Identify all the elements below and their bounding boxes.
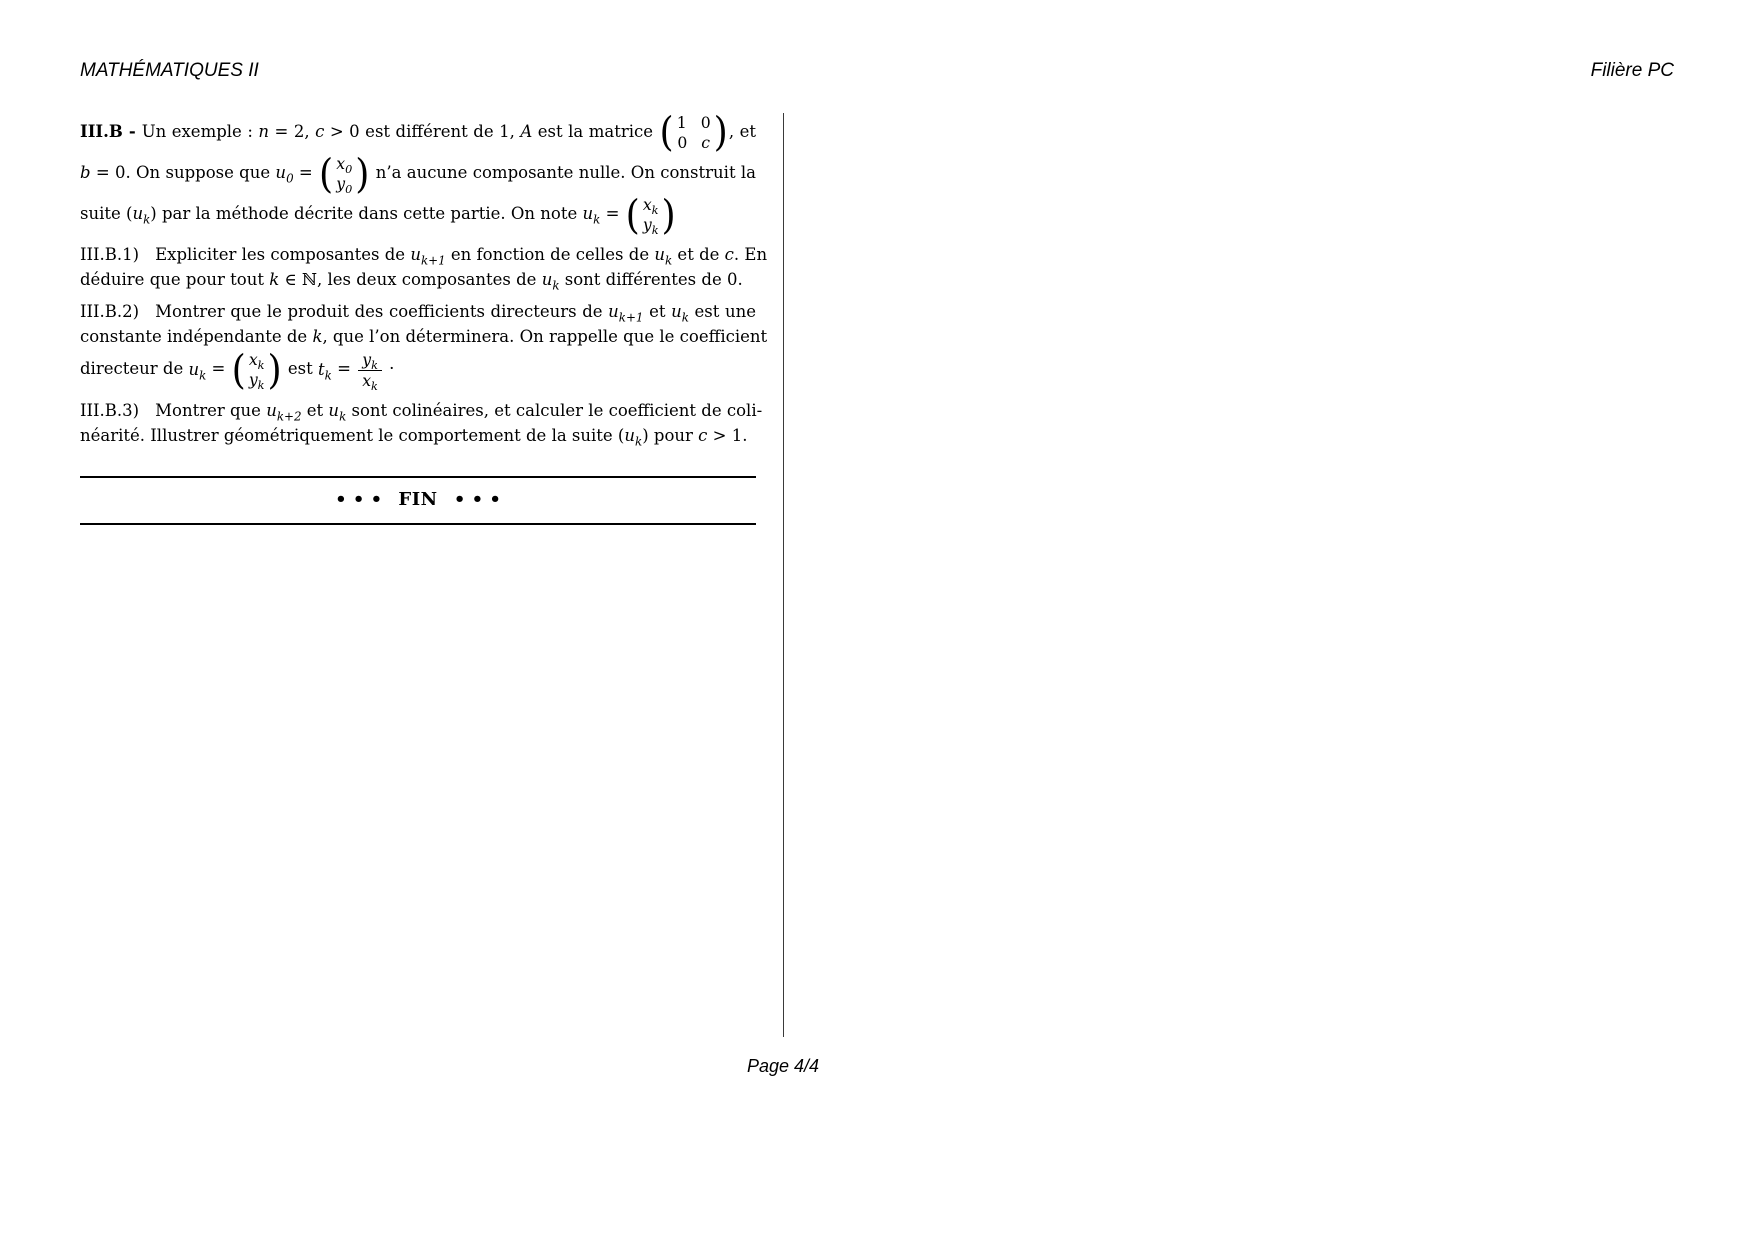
text-run: sont colinéaires, et calculer le coefficient de coli- — [346, 400, 763, 420]
text-run: Expliciter les composantes de — [155, 245, 411, 265]
subscript: k — [552, 278, 560, 293]
subscript: 0 — [345, 163, 353, 177]
left-paren: ( — [659, 107, 674, 156]
right-paren: ) — [355, 148, 370, 197]
math-variable-subscripted — [624, 425, 643, 448]
subscript: k+1 — [618, 310, 644, 325]
text-run: > 0 est différent de 1, — [324, 122, 521, 142]
text-run: ) pour — [642, 425, 699, 445]
subscript: k — [257, 359, 265, 373]
subscript: k+2 — [276, 408, 302, 423]
text-run: Montrer que — [155, 400, 267, 420]
text-run: = — [331, 359, 357, 379]
subscript: k+1 — [420, 253, 446, 268]
math-variable: b — [80, 163, 91, 183]
text-run: en fonction de celles de — [445, 245, 655, 265]
question-label: III.B.1) — [80, 245, 140, 265]
math-variable: y — [336, 173, 346, 193]
subscript: k — [371, 359, 378, 373]
text-run: Montrer que le produit des coefficients directeurs de — [155, 302, 609, 322]
text-run: Un exemple : — [141, 122, 259, 142]
math-variable: u — [275, 163, 287, 183]
math-variable: u — [624, 425, 636, 445]
math-variable-subscripted — [642, 195, 659, 218]
math-variable: u — [608, 302, 619, 322]
matrix-row — [677, 133, 710, 153]
text-run: ∈ ℕ, les deux composantes de — [279, 270, 542, 290]
subscript: k — [664, 253, 673, 268]
subscript: k — [635, 433, 643, 448]
subscript: k — [143, 212, 151, 227]
text-line — [80, 242, 768, 268]
math-variable: u — [541, 270, 553, 290]
text-run: et de — [672, 245, 725, 265]
paragraph-intro — [80, 107, 756, 239]
column-divider-line — [783, 113, 784, 1037]
math-variable: u — [328, 400, 340, 420]
math-variable-subscripted — [608, 302, 644, 325]
text-line — [80, 324, 768, 349]
math-variable: x — [248, 350, 258, 370]
math-variable: x — [362, 370, 372, 390]
text-run: , que l’on déterminera. On rappelle que le coefficient — [322, 327, 768, 347]
matrix-row — [248, 370, 265, 393]
math-variable: u — [132, 204, 144, 224]
text-run: et — [301, 400, 329, 420]
math-variable-subscripted — [336, 174, 352, 194]
matrix-body — [336, 154, 353, 196]
math-variable-subscripted — [362, 349, 378, 373]
math-variable-subscripted — [328, 400, 347, 423]
math-variable-subscripted — [248, 350, 265, 373]
fin-dots-left: • • • — [335, 488, 383, 510]
math-variable: c — [724, 245, 734, 265]
math-variable: k — [312, 327, 323, 347]
paragraph-q1 — [80, 242, 768, 293]
text-line — [80, 267, 756, 292]
subscript: k — [651, 224, 659, 238]
math-variable-subscripted — [362, 370, 378, 393]
math-variable: u — [266, 400, 277, 420]
text-line — [80, 345, 756, 394]
matrix-entry: 0 — [677, 132, 688, 152]
math-variable-subscripted — [188, 359, 207, 382]
text-run: . En — [733, 245, 768, 265]
math-variable-subscripted — [336, 154, 353, 177]
paragraph-q3 — [80, 398, 763, 448]
question-label: III.B.2) — [80, 302, 140, 322]
math-variable: c — [698, 425, 708, 445]
text-run: · — [383, 359, 395, 379]
matrix-row — [248, 350, 265, 373]
fin-text — [80, 478, 756, 523]
math-variable: t — [318, 359, 325, 379]
text-line — [80, 107, 756, 156]
text-run: suite ( — [80, 204, 133, 224]
fin-dots-right: • • • — [453, 488, 501, 510]
matrix-body — [248, 350, 265, 393]
text-run: directeur de — [80, 359, 189, 379]
math-variable: u — [582, 204, 594, 224]
math-variable-subscripted — [132, 204, 151, 227]
column-vector — [625, 189, 676, 239]
right-paren: ) — [661, 189, 676, 239]
math-variable: x — [642, 195, 652, 215]
matrix-entry: 1 — [676, 113, 687, 132]
math-variable: n — [258, 122, 270, 142]
paragraph-q2 — [80, 299, 768, 394]
matrix-row — [677, 113, 711, 133]
text-run: et — [643, 302, 672, 322]
text-run: = — [206, 359, 231, 379]
matrix-entry: 0 — [700, 113, 711, 132]
page-number: Page 4/4 — [746, 1056, 820, 1076]
header-track-label: Filière PC — [1590, 60, 1674, 81]
horizontal-rule-bottom — [80, 523, 756, 525]
subscript: k — [681, 310, 689, 325]
text-run: est la matrice — [532, 122, 659, 142]
text-line — [80, 148, 756, 197]
text-run: n’a aucune composante nulle. On construit la — [370, 163, 756, 183]
fin-label: FIN — [398, 488, 438, 510]
math-variable: k — [269, 270, 280, 290]
matrix-row — [642, 195, 659, 218]
text-run: , et — [728, 122, 756, 142]
matrix-row — [642, 214, 659, 238]
math-variable: u — [410, 245, 421, 265]
text-run: = — [600, 204, 625, 224]
math-variable-subscripted — [671, 302, 689, 325]
math-variable-subscripted — [275, 163, 294, 186]
text-run: > 1. — [707, 425, 748, 445]
right-paren: ) — [713, 107, 728, 156]
math-variable-subscripted — [541, 270, 560, 293]
subscript: k — [371, 379, 378, 393]
math-variable-subscripted — [642, 214, 659, 238]
text-line — [80, 189, 756, 239]
text-run: déduire que pour tout — [80, 270, 270, 290]
math-variable-subscripted — [410, 245, 446, 268]
math-variable: y — [642, 214, 652, 234]
matrix-row — [336, 154, 353, 177]
math-variable: y — [248, 370, 258, 390]
math-variable: x — [336, 154, 346, 174]
matrix-row — [336, 174, 352, 194]
text-line — [80, 299, 756, 324]
math-variable: u — [654, 245, 665, 265]
text-run: néarité. Illustrer géométriquement le comportement de la suite ( — [80, 425, 625, 445]
text-run: = — [293, 163, 319, 183]
subscript: 0 — [286, 171, 294, 186]
math-variable-subscripted — [318, 359, 332, 382]
text-run: sont différentes de 0. — [559, 270, 743, 290]
text-run: est une — [688, 302, 756, 322]
math-variable: A — [520, 122, 533, 142]
text-run: ) par la méthode décrite dans cette partie. On note — [150, 204, 583, 224]
math-variable-subscripted — [582, 204, 601, 227]
header-course-title: MATHÉMATIQUES II — [80, 60, 259, 81]
column-vector — [231, 345, 282, 394]
paragraphs-container — [80, 107, 768, 448]
left-paren: ( — [231, 345, 246, 394]
text-run: constante indépendante de — [80, 327, 313, 347]
text-line — [80, 398, 763, 423]
right-paren: ) — [267, 345, 282, 394]
subscript: k — [651, 204, 659, 218]
column-vector — [319, 148, 370, 197]
math-variable-subscripted — [248, 370, 265, 393]
fraction — [358, 349, 382, 393]
subscript: k — [257, 379, 265, 393]
subscript: k — [199, 367, 207, 382]
text-run: = 2, — [269, 122, 316, 142]
fraction-numerator — [358, 349, 382, 373]
left-paren: ( — [625, 189, 640, 239]
math-variable: y — [362, 349, 372, 369]
subscript: k — [593, 212, 601, 227]
question-label: III.B.3) — [80, 400, 140, 420]
math-variable: u — [671, 302, 682, 322]
math-variable: c — [315, 122, 325, 142]
matrix-body — [677, 113, 711, 152]
subscript: k — [324, 367, 332, 382]
section-label: III.B - — [80, 122, 142, 142]
math-variable: u — [188, 359, 200, 379]
fraction-denominator — [358, 370, 382, 391]
document-body — [80, 107, 768, 525]
text-run: est — [282, 359, 319, 379]
text-line — [80, 423, 756, 448]
subscript: 0 — [345, 182, 353, 196]
math-variable-subscripted — [266, 400, 302, 423]
text-run: = 0. On suppose que — [90, 163, 276, 183]
matrix-2x2 — [659, 107, 728, 156]
matrix-body — [642, 195, 659, 238]
math-variable-subscripted — [654, 245, 673, 268]
left-paren: ( — [319, 148, 334, 197]
matrix-entry: c — [701, 132, 711, 152]
subscript: k — [339, 408, 347, 423]
